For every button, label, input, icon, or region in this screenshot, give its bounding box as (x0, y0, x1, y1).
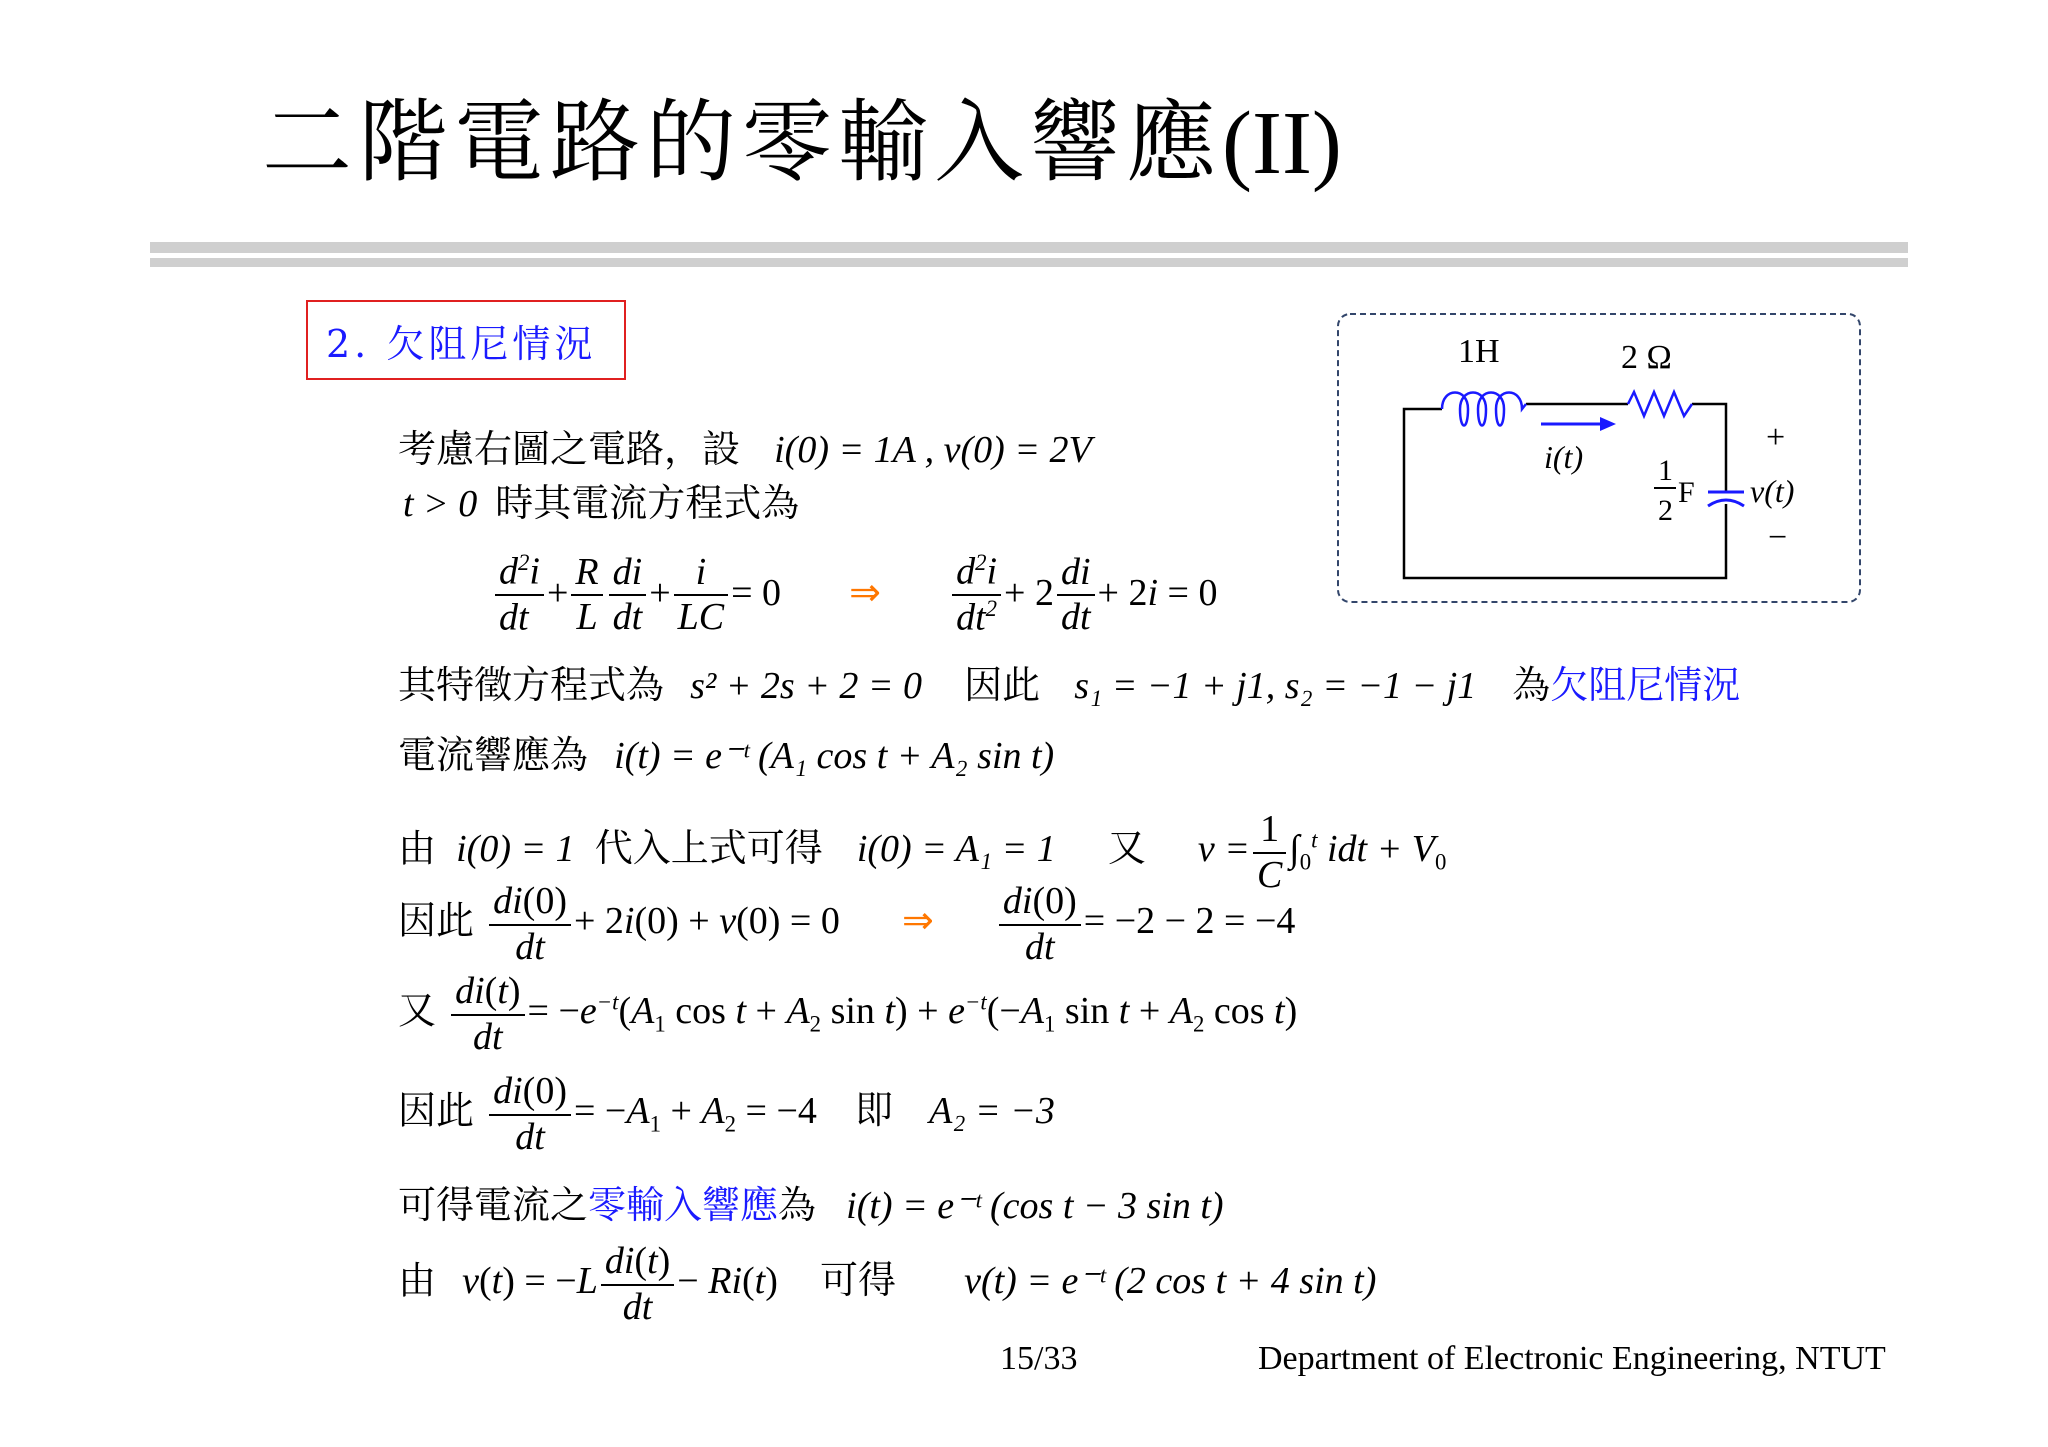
l6-math2: i(0) = A₁ = 1 (856, 828, 1056, 871)
l11-text2: 可得 (819, 1258, 896, 1303)
page-number: 15/33 (1000, 1340, 1078, 1377)
frac-i-over-LC: $\frac{i}{LC}$ (674, 551, 728, 640)
implies-arrow-2: ⇒ (901, 900, 934, 943)
capacitor-unit: F (1678, 476, 1695, 509)
l11-text1: 由 (398, 1258, 437, 1303)
l9-text: 因此 (398, 1088, 475, 1133)
body-line-5 (398, 733, 1055, 777)
body-line-1 (398, 427, 1092, 471)
current-label: i(t) (1544, 439, 1584, 475)
title-divider-bottom (150, 258, 1908, 267)
l6-voltage-integral: v = $\frac{1}{C}$ $\int_0^t$ idt + $V_0$ (1197, 808, 1447, 896)
footer-department: Department of Electronic Engineering, NTUT (1258, 1340, 1886, 1377)
l8-text: 又 (398, 988, 437, 1033)
frac-di-dt-2: $\frac{di}{dt}$ (1057, 551, 1095, 640)
l6-text3: 又 (1107, 826, 1146, 871)
title-divider-top (150, 242, 1908, 253)
voltage-label: v(t) (1750, 473, 1795, 509)
l4-roots: s₁ = −1 + j1, s₂ = −1 − j1 (1074, 665, 1477, 707)
body-line-4 (398, 663, 1741, 707)
body-line-10 (398, 1183, 1224, 1227)
l2-text: 時其電流方程式為 (495, 481, 800, 525)
frac-di-dt: $\frac{di}{dt}$ (609, 551, 647, 640)
body-line-8 (398, 970, 1297, 1059)
circuit-wire-right (1692, 404, 1726, 492)
l10-text: 可得電流之 (398, 1183, 589, 1227)
l4-text: 其特徵方程式為 (398, 663, 665, 707)
l10-zero-input-response: 零輸入響應 (588, 1183, 779, 1227)
resistor-label: 2 Ω (1621, 339, 1672, 376)
slide-title-roman: (II) (1222, 94, 1342, 193)
l6-math1: i(0) = 1 (456, 828, 575, 871)
implies-arrow: ⇒ (849, 571, 881, 614)
l1-text: 考慮右圖之電路，設 (398, 427, 741, 471)
l8-derivative-eq: $\frac{di(t)}{dt}$ = $-e^{-t}(A_1$ $\cos t + A_2$ $\sin t) + e^{-t}(-A_1$ $\sin t + A_2$ cos t) (448, 990, 1297, 1032)
inductor-symbol (1442, 393, 1526, 426)
l4-characteristic-eq: s² + 2s + 2 = 0 (690, 665, 923, 707)
l7-derivative-value: $\frac{di(0)}{dt}$ = −2 − 2 = −4 (996, 900, 1296, 942)
frac-d2i-dt2: $\frac{d^2i}{dt}$ (495, 550, 544, 641)
frac-R-over-L: $\frac{R}{L}$ (571, 551, 602, 640)
l9-A2-value: A₂ = −3 (929, 1090, 1055, 1133)
l5-current-response: i(t) = e⁻ᵗ (A₁ cos t + A₂ sin t) (614, 735, 1055, 777)
inductor-label: 1H (1458, 333, 1500, 370)
rlc-circuit-diagram (1336, 312, 1862, 604)
body-line-3-diff-eq: $\frac{d^2i}{dt}$ + $\frac{R}{L}$ $\frac{di}{dt}$ + $\frac{i}{LC}$ = 0 ⇒ $\frac{d^2i}{dt^2}$ + 2 $\frac{di}{dt}$ + 2i = 0 (492, 550, 1217, 641)
l4-underdamped: 欠阻尼情況 (1550, 663, 1741, 707)
slide-title-cjk: 二階電路的零輸入響應 (262, 90, 1222, 195)
l4-text2: 因此 (964, 663, 1041, 707)
l9-text2: 即 (855, 1088, 894, 1133)
l2-condition: t > 0 (403, 483, 478, 525)
resistor-symbol (1628, 392, 1692, 416)
l5-text: 電流響應為 (398, 733, 589, 777)
l9-eq: $\frac{di(0)}{dt}$ = $-A_1 + A_2 = -4$ (486, 1090, 817, 1132)
l7-kvl-eq: $\frac{di(0)}{dt}$ + 2i(0) + v(0) = 0 (486, 900, 840, 942)
body-line-7 (398, 880, 1295, 969)
l11-voltage-solution: v(t) = e⁻ᵗ (2 cos t + 4 sin t) (964, 1260, 1377, 1303)
voltage-minus: − (1768, 519, 1788, 556)
l6-text1: 由 (398, 826, 437, 871)
capacitor-label-numerator: 1 (1658, 454, 1673, 487)
current-arrow-head (1600, 417, 1616, 431)
capacitor-label-denominator: 2 (1658, 494, 1673, 527)
body-line-2 (403, 481, 800, 525)
section-label: 2. 欠阻尼情況 (326, 321, 597, 366)
l1-initial-conditions: i(0) = 1A , v(0) = 2V (774, 429, 1092, 471)
l7-text: 因此 (398, 898, 475, 943)
l10-text2: 為 (778, 1183, 817, 1227)
l10-current-solution: i(t) = e⁻ᵗ (cos t − 3 sin t) (846, 1185, 1224, 1227)
frac-d2i-dt2-2: $\frac{d^2i}{dt^2}$ (952, 550, 1001, 641)
slide-title (262, 90, 1342, 195)
l6-text2: 代入上式可得 (594, 826, 823, 871)
voltage-plus: + (1766, 419, 1786, 456)
body-line-9 (398, 1070, 1055, 1159)
l11-voltage-eq: v(t) = −L $\frac{di(t)}{dt}$ − Ri(t) (462, 1240, 778, 1328)
section-label-box (306, 300, 626, 380)
body-line-11 (398, 1240, 1376, 1329)
l4-text3: 為 (1512, 663, 1551, 707)
circuit-frame (1338, 314, 1860, 602)
